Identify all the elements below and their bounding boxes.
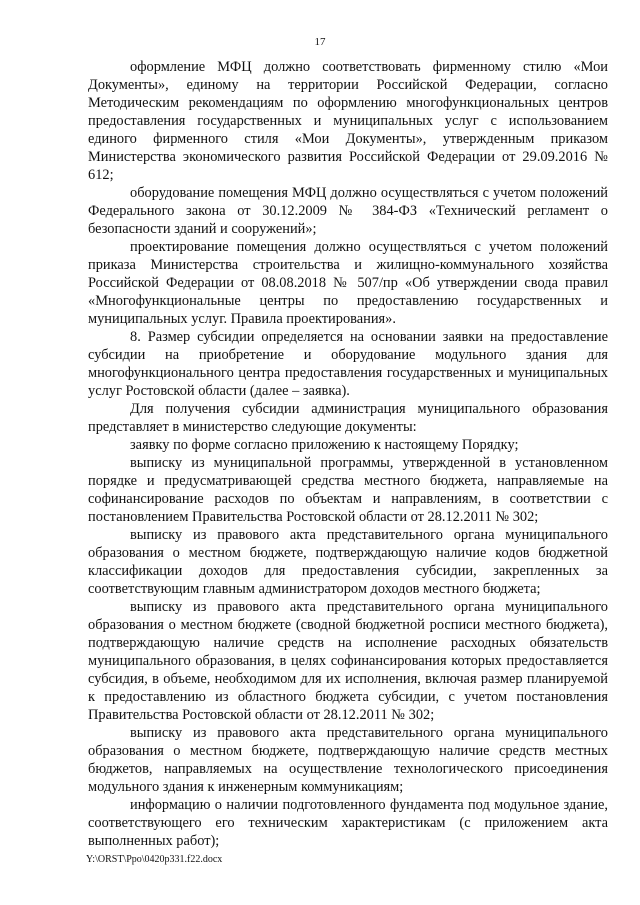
footer-file-path: Y:\ORST\Ppo\0420p331.f22.docx xyxy=(86,854,223,865)
paragraph: выписку из правового акта представительного органа муниципального образования о местном бюджете (сводной бюджетной росписи местного бюджета), подтверждающую наличие средств на исполнение расходных обязательств муниципального образования, в целях софинансирования которых предоставляется субсидия, в объеме, необходимом для их исполнения, включая размер планируемой к предоставлению из областного бюджета субсидии, с учетом постановления Правительства Ростовской области от 28.12.2011 № 302; xyxy=(88,599,608,723)
paragraph: оформление МФЦ должно соответствовать фирменному стилю «Мои Документы», единому на территории Российской Федерации, согласно Методическим рекомендациям по оформлению многофункциональных центров предоставления государственных и муниципальных услуг с использованием единого фирменного стиля «Мои Документы», утвержденным приказом Министерства экономического развития Российской Федерации от 29.09.2016 № 612; xyxy=(88,59,608,183)
paragraph: выписку из правового акта представительного органа муниципального образования о местном бюджете, подтверждающую наличие кодов бюджетной классификации доходов для предоставления субсидии, закрепленных за соответствующим главным администратором доходов местного бюджета; xyxy=(88,527,608,597)
paragraph: выписку из муниципальной программы, утвержденной в установленном порядке и предусматривающей средства местного бюджета, направляемые на софинансирование расходов по объектам и направлениям, в соответствии с постановлением Правительства Ростовской области от 28.12.2011 № 302; xyxy=(88,455,608,525)
paragraph: проектирование помещения должно осуществляться с учетом положений приказа Министерства строительства и жилищно-коммунального хозяйства Российской Федерации от 08.08.2018 № 507/пр «Об утверждении свода правил «Многофункциональные центры по предоставлению государственных и муниципальных услуг. Правила проектирования». xyxy=(88,239,608,327)
paragraph: Для получения субсидии администрация муниципального образования представляет в министерство следующие документы: xyxy=(88,401,608,435)
paragraph: заявку по форме согласно приложению к настоящему Порядку; xyxy=(130,437,519,453)
page-number: 17 xyxy=(314,36,326,48)
paragraph: 8. Размер субсидии определяется на основании заявки на предоставление субсидии на приобретение и оборудование модульного здания для многофункционального центра предоставления государственных и муниципальных услуг Ростовской области (далее – заявка). xyxy=(88,329,608,399)
paragraph: выписку из правового акта представительного органа муниципального образования о местном бюджете, подтверждающую наличие средств местных бюджетов, направляемых на осуществление технологического присоединения модульного здания к инженерным коммуникациям; xyxy=(88,725,608,795)
paragraph: информацию о наличии подготовленного фундамента под модульное здание, соответствующего его техническим характеристикам (с приложением акта выполненных работ); xyxy=(88,797,608,849)
document-body xyxy=(88,58,608,850)
paragraph: оборудование помещения МФЦ должно осуществляться с учетом положений Федерального закона от 30.12.2009 № 384-ФЗ «Технический регламент о безопасности зданий и сооружений»; xyxy=(88,185,608,237)
